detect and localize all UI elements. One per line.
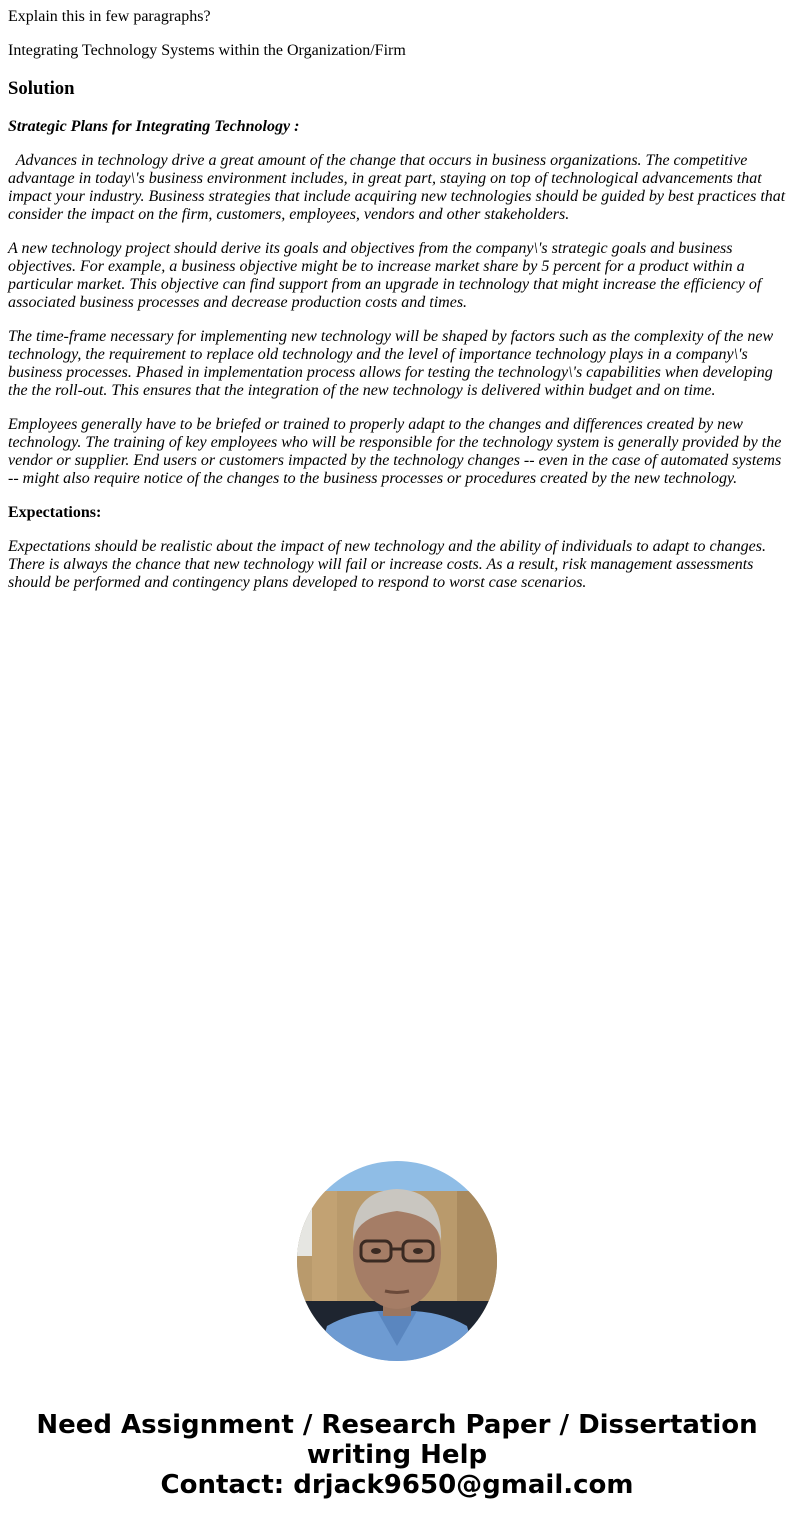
promo-contact-text: Contact: drjack9650@gmail.com <box>160 1470 634 1500</box>
question-topic: Integrating Technology Systems within the Organization/Firm <box>8 42 406 59</box>
solution-heading: Solution <box>8 78 75 99</box>
promo-banner <box>0 1410 794 1500</box>
paragraph-timeframe: The time-frame necessary for implementing new technology will be shaped by factors such as the complexity of the new technology, the requirement to replace old technology and the level of importance technology plays in a company\'s business processes. Phased in implementation process allows for testing the technology\'s capabilities when developing the the roll-out. This ensures that the integration of the new technology is delivered within budget and on time. <box>8 328 774 399</box>
person-photo-icon <box>297 1161 497 1361</box>
expectations-heading: Expectations: <box>8 504 102 521</box>
paragraph-employees: Employees generally have to be briefed or trained to properly adapt to the changes and differences created by new technology. The training of key employees who will be responsible for the technology system is generally provided by the vendor or supplier. End users or customers impacted by the technology changes -- even in the case of automated systems -- might also require notice of the changes to the business processes or procedures created by the new technology. <box>8 416 782 487</box>
document-content <box>0 8 794 592</box>
section-title: Strategic Plans for Integrating Technology : <box>8 118 300 135</box>
paragraph-goals: A new technology project should derive its goals and objectives from the company\'s strategic goals and business objectives. For example, a business objective might be to increase market share by 5 percent for a product within a particular market. This objective can find support from an upgrade in technology that might increase the efficiency of associated business processes and decrease production costs and times. <box>8 240 762 311</box>
avatar <box>297 1161 497 1361</box>
expectations-text: Expectations should be realistic about the impact of new technology and the ability of individuals to adapt to changes. There is always the chance that new technology will fail or increase costs. As a result, risk management assessments should be performed and contingency plans developed to respond to worst case scenarios. <box>8 538 766 591</box>
promo-help-text: Need Assignment / Research Paper / Dissertation writing Help <box>36 1410 758 1470</box>
question-prompt: Explain this in few paragraphs? <box>8 8 211 25</box>
paragraph-advances: Advances in technology drive a great amount of the change that occurs in business organizations. The competitive advantage in today\'s business environment includes, in great part, staying on top of technological advancements that impact your industry. Business strategies that include acquiring new technologies should be guided by best practices that consider the impact on the firm, customers, employees, vendors and other stakeholders. <box>8 152 786 223</box>
